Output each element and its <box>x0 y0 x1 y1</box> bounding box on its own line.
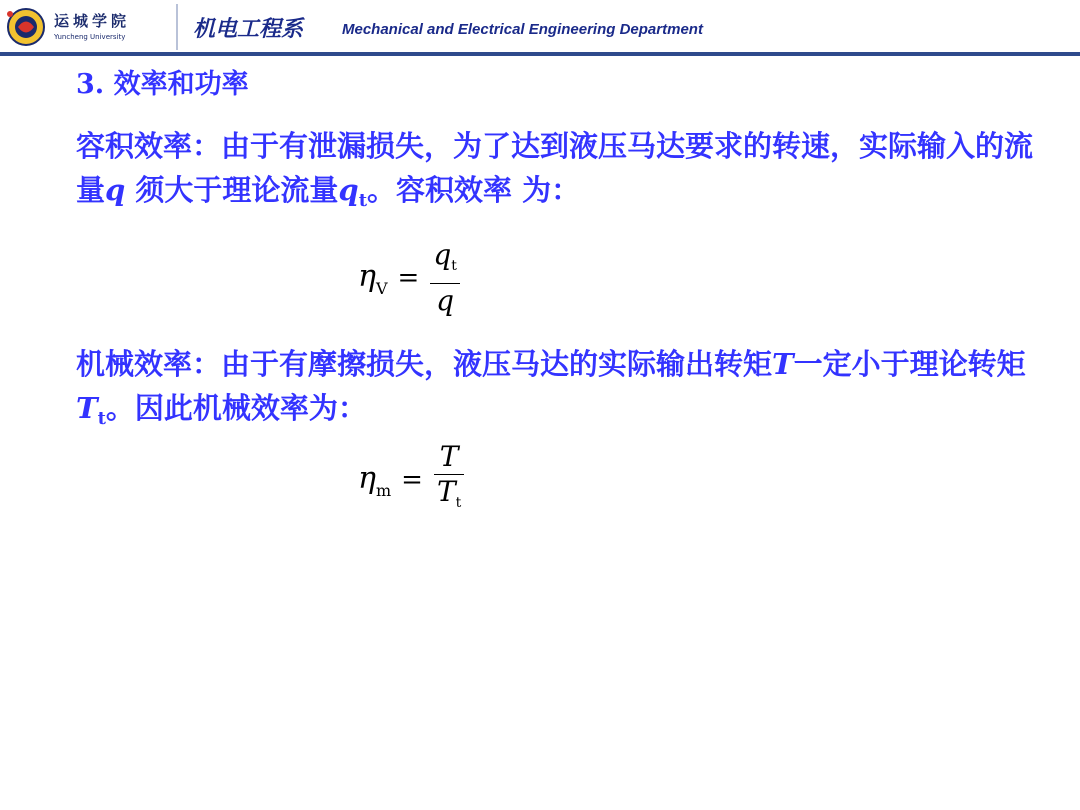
formula2-eta: η <box>358 460 376 496</box>
formula2-fraction <box>433 440 465 521</box>
header-rule <box>0 52 1080 56</box>
volumetric-efficiency-formula <box>358 238 461 318</box>
para1-text-a: 容积效率：由于有泄漏损失，为了达到液压马达要求的转速，实际输入的流量 <box>76 129 1034 207</box>
var-q: q <box>105 173 126 207</box>
formula1-fraction <box>429 238 461 319</box>
header-divider <box>176 4 178 50</box>
var-qt-subscript: t <box>358 190 368 211</box>
formula2-denominator <box>433 475 465 520</box>
university-logo <box>4 6 176 48</box>
formula1-lhs-subscript: V <box>375 278 388 298</box>
para2-text-c: 。因此机械效率为： <box>105 391 367 425</box>
formula2-equals: = <box>401 465 423 495</box>
university-emblem-icon <box>4 6 48 48</box>
formula1-lhs <box>358 259 388 298</box>
var-Tt-base: T <box>76 391 98 425</box>
department-chinese-title: 机电工程系 <box>193 17 304 42</box>
formula2-numerator: T <box>439 439 459 473</box>
formula1-num-base: q <box>433 237 452 271</box>
para1-text-c: 。容积效率 为： <box>367 173 581 207</box>
mechanical-efficiency-paragraph <box>76 342 1036 441</box>
para2-text-a: 机械效率：由于有摩擦损失，液压马达的实际输出转矩 <box>76 347 773 381</box>
var-qt-base: q <box>338 173 359 207</box>
var-T: T <box>772 347 794 381</box>
logo-english-name: Yuncheng University <box>54 33 126 41</box>
slide-header <box>0 0 1080 60</box>
var-qt <box>338 173 368 211</box>
formula1-eta: η <box>358 258 376 294</box>
formula2-lhs-subscript: m <box>375 480 392 500</box>
formula1-numerator <box>429 238 461 283</box>
volumetric-efficiency-paragraph <box>76 124 1036 223</box>
logo-chinese-name: 运城学院 <box>54 12 131 30</box>
formula1-equals: = <box>397 263 420 293</box>
var-Tt <box>76 391 106 429</box>
para1-text-b: 须大于理论流量 <box>125 173 339 207</box>
formula2-den-subscript: t <box>455 495 462 512</box>
formula1-num-subscript: t <box>451 257 457 274</box>
var-Tt-subscript: t <box>97 408 106 429</box>
formula2-den-base: T <box>436 475 456 509</box>
mechanical-efficiency-formula <box>358 440 465 520</box>
section-heading: 3. 效率和功率 <box>76 69 249 100</box>
formula2-lhs <box>358 461 391 500</box>
department-english-title: Mechanical and Electrical Engineering Department <box>342 21 703 38</box>
para2-text-b: 一定小于理论转矩 <box>793 347 1026 381</box>
formula1-denominator: q <box>436 284 455 318</box>
